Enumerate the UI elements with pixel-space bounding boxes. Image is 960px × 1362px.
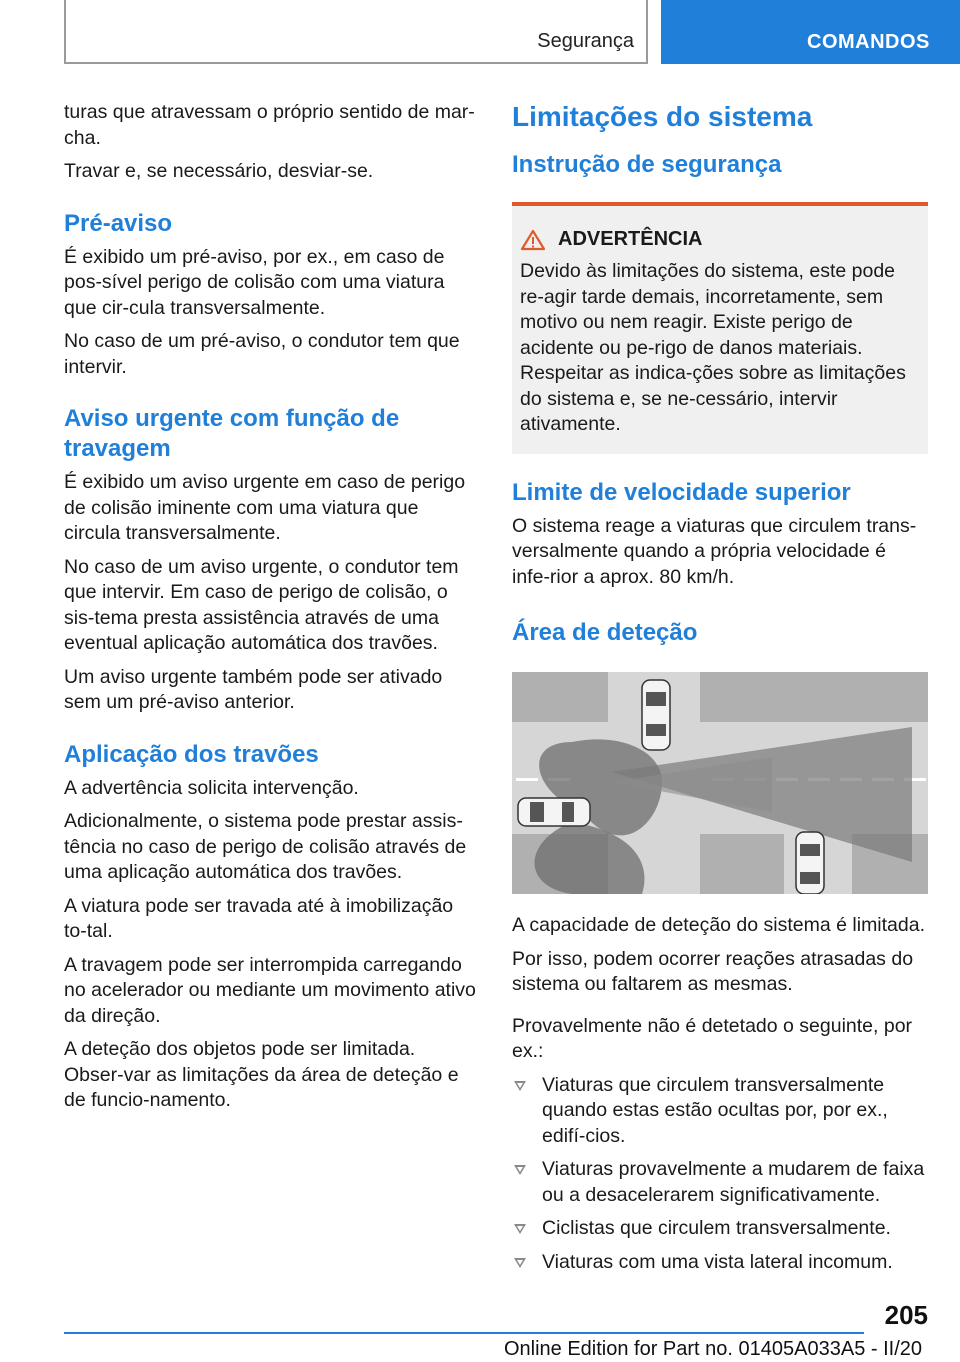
heading-aviso-urgente: Aviso urgente com função de travagem — [64, 405, 400, 462]
paragraph: A deteção dos objetos pode ser limitada. Obser-var as limitações da área de deteção e de funcio-namento. — [64, 1038, 459, 1111]
paragraph: Provavelmente não é detetado o seguinte, por ex.: — [512, 1014, 913, 1062]
warning-box — [512, 202, 928, 454]
paragraph: Um aviso urgente também pode ser ativado sem um pré-aviso anterior. — [64, 665, 443, 713]
header-section-box — [64, 0, 648, 64]
triangle-bullet-icon — [514, 1165, 526, 1175]
footer-divider — [64, 1332, 864, 1334]
heading-aplicacao-travoes: Aplicação dos travões — [64, 740, 319, 768]
car-top — [642, 680, 670, 750]
paragraph: O sistema reage a viaturas que circulem trans-versalmente quando a própria velocidade é infe-rior a aprox. 80 km/h. — [512, 514, 917, 588]
left-column — [64, 100, 478, 1122]
paragraph: No caso de um aviso urgente, o condutor tem que intervir. Em caso de perigo de colisão, o sis-tema presta assistência através de uma eventual aplicação automática dos travões. — [64, 555, 459, 654]
warning-text: Devido às limitações do sistema, este pode re-agir tarde demais, incorretamente, sem motivo ou nem reagir. Existe perigo de acidente ou pe-rigo de danos materiais. Respeitar as indica-ções sobre as limitações do sistema e, se ne-cessário, intervir ativamente. — [520, 260, 906, 435]
header-chapter-label: COMANDOS — [807, 31, 930, 53]
paragraph: turas que atravessam o próprio sentido de mar-cha. — [64, 101, 475, 149]
paragraph: No caso de um pré-aviso, o condutor tem que intervir. — [64, 330, 460, 378]
car-left — [518, 798, 590, 826]
paragraph: É exibido um aviso urgente em caso de perigo de colisão iminente com uma viatura que circula transversalmente. — [64, 471, 466, 544]
list-item: Viaturas que circulem transversalmente quando estas estão ocultas por, por ex., edifí-cios. — [512, 1073, 928, 1150]
header-section-title: Segurança — [537, 30, 634, 52]
heading-area-detecao: Área de deteção — [512, 619, 698, 646]
bullet-list — [512, 1073, 928, 1276]
list-item: Ciclistas que circulem transversalmente. — [512, 1216, 928, 1242]
paragraph: É exibido um pré-aviso, por ex., em caso de pos-sível perigo de colisão com uma viatura que cir-cula transversalmente. — [64, 245, 445, 319]
heading-limite-velocidade: Limite de velocidade superior — [512, 478, 851, 506]
detection-area-illustration — [512, 672, 928, 894]
warning-header — [520, 228, 920, 251]
triangle-bullet-icon — [514, 1081, 526, 1091]
header-chapter-tab — [661, 0, 960, 64]
list-item: Viaturas com uma vista lateral incomum. — [512, 1250, 928, 1276]
paragraph: Travar e, se necessário, desviar-se. — [64, 160, 374, 182]
heading-instrucao-seguranca: Instrução de segurança — [512, 151, 782, 178]
page-number: 205 — [884, 1300, 928, 1330]
paragraph: Adicionalmente, o sistema pode prestar assis-tência no caso de perigo de colisão através de uma aplicação automática dos travões. — [64, 810, 467, 883]
warning-triangle-icon — [520, 229, 546, 251]
paragraph: A capacidade de deteção do sistema é limitada. — [512, 914, 926, 936]
car-bottom — [796, 832, 824, 894]
triangle-bullet-icon — [514, 1258, 526, 1268]
paragraph: A travagem pode ser interrompida carregando no acelerador ou mediante um movimento ativo da direção. — [64, 953, 476, 1027]
triangle-bullet-icon — [514, 1224, 526, 1234]
paragraph: Por isso, podem ocorrer reações atrasadas do sistema ou faltarem as mesmas. — [512, 947, 914, 995]
right-column — [512, 100, 928, 1283]
heading-pre-aviso: Pré-aviso — [64, 209, 173, 237]
paragraph: A viatura pode ser travada até à imobilização to-tal. — [64, 894, 454, 942]
warning-title: ADVERTÊNCIA — [558, 228, 703, 250]
paragraph: A advertência solicita intervenção. — [64, 776, 359, 799]
heading-limitacoes-sistema: Limitações do sistema — [512, 101, 813, 132]
list-item: Viaturas provavelmente a mudarem de faixa ou a desacelerarem significativamente. — [512, 1157, 928, 1208]
footer-edition: Online Edition for Part no. 01405A033A5 - II/20 — [503, 1338, 922, 1360]
